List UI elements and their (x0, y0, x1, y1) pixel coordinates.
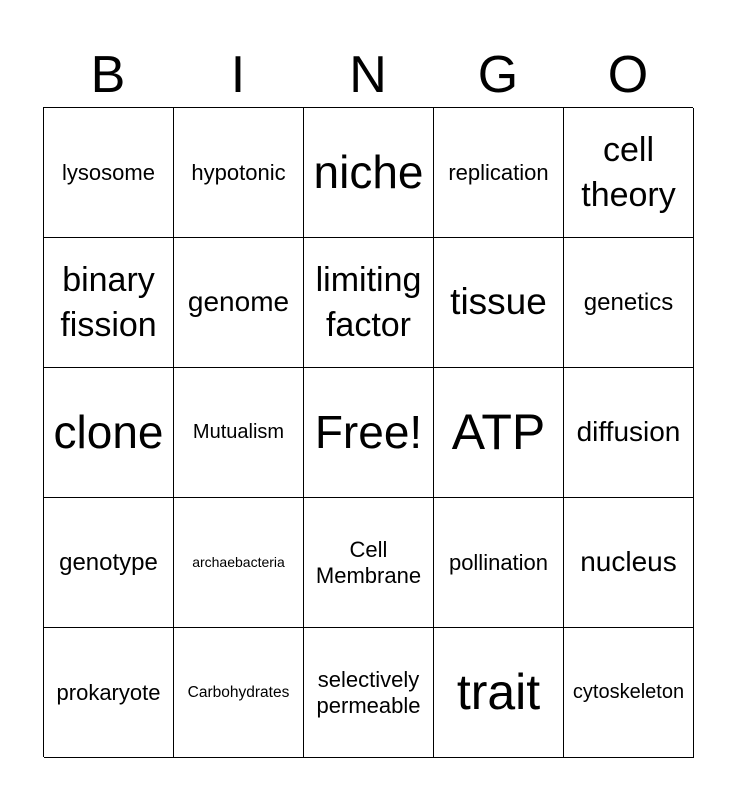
bingo-cell[interactable] (434, 498, 564, 628)
cell-text: ATP (451, 403, 546, 460)
cell-text: genetics (583, 288, 674, 316)
bingo-cell[interactable] (174, 498, 304, 628)
bingo-cell[interactable] (564, 238, 694, 368)
cell-text: cytoskeleton (572, 681, 685, 703)
cell-text: Cell Membrane (315, 537, 422, 588)
bingo-cell[interactable] (44, 368, 174, 498)
cell-text: genotype (59, 548, 158, 576)
cell-text: Mutualism (192, 421, 285, 443)
cell-text: trait (456, 663, 541, 720)
header-letter-o: O (607, 46, 649, 104)
bingo-cell[interactable] (304, 498, 434, 628)
bingo-cell[interactable] (44, 238, 174, 368)
bingo-board (43, 107, 693, 757)
bingo-cell[interactable] (304, 628, 434, 758)
cell-text: tissue (450, 281, 547, 323)
bingo-cell[interactable] (434, 108, 564, 238)
bingo-cell[interactable] (304, 108, 434, 238)
bingo-cell[interactable] (304, 238, 434, 368)
cell-text: lysosome (62, 159, 155, 185)
bingo-cell[interactable] (174, 108, 304, 238)
cell-text: selectively permeable (316, 667, 421, 718)
cell-text: binary fission (60, 261, 157, 344)
header-letter-g: G (477, 46, 519, 104)
cell-text: hypotonic (191, 159, 286, 185)
cell-text: Free! (314, 406, 423, 459)
bingo-cell[interactable] (564, 498, 694, 628)
bingo-cell[interactable] (434, 368, 564, 498)
cell-text: diffusion (576, 416, 681, 448)
cell-text: Carbohydrates (187, 683, 290, 701)
bingo-cell[interactable] (174, 238, 304, 368)
bingo-cell[interactable] (434, 238, 564, 368)
bingo-header (43, 44, 693, 106)
bingo-cell[interactable] (564, 108, 694, 238)
bingo-cell[interactable] (44, 628, 174, 758)
bingo-cell[interactable] (174, 368, 304, 498)
bingo-cell[interactable] (44, 498, 174, 628)
cell-text: nucleus (580, 546, 677, 578)
cell-text: archaebacteria (192, 554, 285, 571)
cell-text: limiting factor (315, 261, 422, 344)
cell-text: prokaryote (56, 679, 161, 705)
header-letter-n: N (349, 46, 387, 104)
bingo-cell[interactable] (564, 628, 694, 758)
free-space-cell[interactable] (304, 368, 434, 498)
header-letter-i: I (230, 46, 246, 104)
header-letter-b: B (90, 46, 126, 104)
cell-text: niche (313, 146, 424, 199)
cell-text: genome (187, 286, 290, 318)
cell-text: replication (448, 159, 549, 185)
bingo-cell[interactable] (44, 108, 174, 238)
cell-text: pollination (448, 549, 549, 575)
bingo-cell[interactable] (564, 368, 694, 498)
bingo-cell[interactable] (434, 628, 564, 758)
cell-text: clone (53, 406, 164, 459)
bingo-cell[interactable] (174, 628, 304, 758)
cell-text: cell theory (581, 131, 676, 214)
